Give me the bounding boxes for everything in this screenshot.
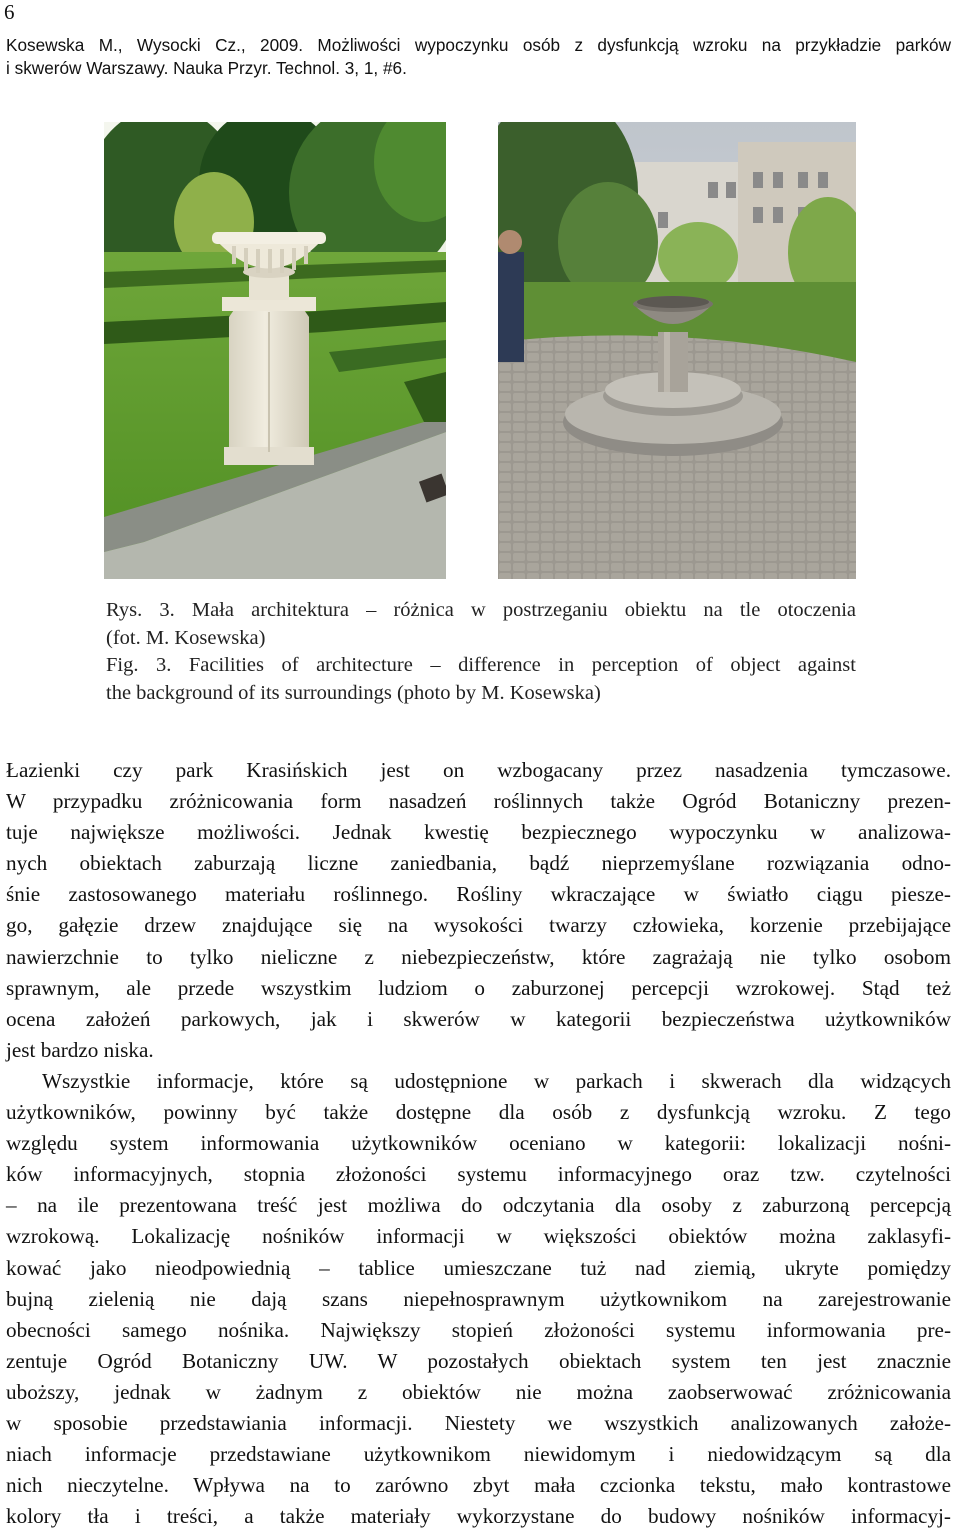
body-line: ocena założeń parkowych, jak i skwerów w kategorii bezpieczeństwa użytkowników — [6, 1006, 951, 1031]
figure-caption-polish — [106, 597, 856, 652]
page-number: 6 — [4, 0, 15, 24]
citation-line: i skwerów Warszawy. Nauka Przyr. Technol. 3, 1, #6. — [6, 58, 407, 78]
body-line: kolory tła i treści, a także materiały wykorzystane do budowy nośników informacyj- — [6, 1504, 951, 1529]
body-line: kować jako nieodpowiednią – tablice umieszczane tuż nad ziemią, ukryte pomiędzy — [6, 1255, 951, 1280]
figure-caption-english — [106, 652, 856, 707]
body-line: Wszystkie informacje, które są udostępnione w parkach i skwerach dla widzących — [42, 1068, 951, 1093]
article-body — [6, 755, 951, 1532]
body-line: śnie zastosowanego materiału roślinnego. Rośliny wkraczające w światło ciągu pieszе- — [6, 882, 951, 907]
caption-line: Rys. 3. Mała architektura – różnica w postrzeganiu obiektu na tle otoczenia — [106, 599, 856, 621]
body-line: uboższy, jednak w żadnym z obiektów nie można zaobserwować zróżnicowania — [6, 1379, 951, 1404]
body-line: nych obiektach zaburzają liczne zaniedbania, bądź nieprzemyślane rozwiązania odno- — [6, 851, 951, 876]
body-line: – na ile prezentowana treść jest możliwa do odczytania dla osoby z zaburzoną percepcją — [6, 1193, 951, 1218]
photo-white-urn-pedestal — [104, 122, 446, 579]
body-line: względu system informowania użytkowników oceniano w kategorii: lokalizacji nośni- — [6, 1131, 951, 1156]
body-line: użytkowników, powinny być także dostępne dla osób z dysfunkcją wzroku. Z tego — [6, 1100, 951, 1125]
caption-line: the background of its surroundings (photo by M. Kosewska) — [106, 681, 601, 704]
body-line: niach informacje przedstawiane użytkownikom niewidomym i niedowidzącym są dla — [6, 1442, 951, 1467]
body-line: obecności samego nośnika. Największy stopień złożoności systemu informowania pre- — [6, 1317, 951, 1342]
caption-line: Fig. 3. Facilities of architecture – difference in perception of object against — [106, 654, 856, 676]
body-line: sprawnym, ale przede wszystkim ludziom o zaburzonej percepcji wzrokowej. Stąd też — [6, 975, 951, 1000]
body-line: nich nieczytelne. Wpływa na to zarówno zbyt mała czcionka tekstu, mało kontrastowe — [6, 1473, 951, 1498]
body-line: nawierzchnie to tylko nieliczne z niebezpieczeństw, które zagrażają nie tylko osobom — [6, 944, 951, 969]
body-line: jest bardzo niska. — [6, 1037, 154, 1062]
body-line: wzrokową. Lokalizację nośników informacji w większości obiektów można zaklasyfi- — [6, 1224, 951, 1249]
caption-line: (fot. M. Kosewska) — [106, 626, 266, 649]
body-line: zentuje Ogród Botaniczny UW. W pozostałych obiektach system ten jest znacznie — [6, 1348, 951, 1373]
body-line: w sposobie przedstawiania informacji. Niestety we wszystkich analizowanych założe- — [6, 1410, 951, 1435]
body-line: W przypadku zróżnicowania form nasadzeń roślinnych także Ogród Botaniczny prezen- — [6, 789, 951, 814]
body-line: go, gałęzie drzew znajdujące się na wysokości twarzy człowieka, korzenie przebijające — [6, 913, 951, 938]
body-line: ków informacyjnych, stopnia złożoności systemu informacyjnego oraz tzw. czytelności — [6, 1162, 951, 1187]
body-line: bujną zielenią nie dają szans niepełnosprawnym użytkownikom na zarejestrowanie — [6, 1286, 951, 1311]
article-citation — [6, 34, 951, 80]
body-line: tuje największe możliwości. Jednak kwestię bezpiecznego wypoczynku w analizowa- — [6, 820, 951, 845]
photo-stone-fountain-cobbles — [498, 122, 856, 579]
body-line: Łazienki czy park Krasińskich jest on wzbogacany przez nasadzenia tymczasowe. — [6, 758, 951, 782]
citation-line: Kosewska M., Wysocki Cz., 2009. Możliwości wypoczynku osób z dysfunkcją wzroku na przykładzie parków — [6, 35, 951, 55]
